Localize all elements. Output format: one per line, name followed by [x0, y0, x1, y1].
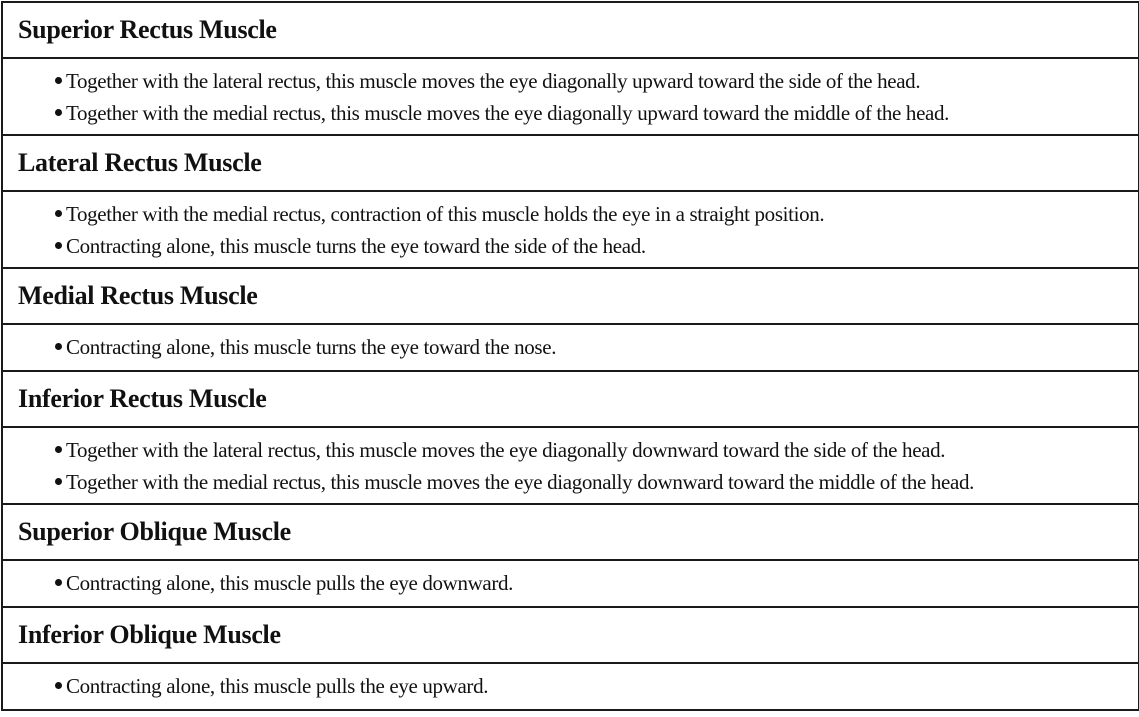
- bullet-text: Together with the medial rectus, contraction of this muscle holds the eye in a straight position.: [66, 202, 825, 226]
- bullet-item: [55, 331, 1138, 363]
- bullet-text: Together with the lateral rectus, this muscle moves the eye diagonally upward toward the side of the head.: [66, 69, 921, 93]
- bullet-text: Contracting alone, this muscle pulls the eye upward.: [66, 674, 489, 698]
- bullet-icon: [55, 242, 62, 249]
- section-body-lateral-rectus: [3, 192, 1138, 269]
- section-body-inferior-rectus: [3, 428, 1138, 505]
- section-body-medial-rectus: [3, 325, 1138, 372]
- bullet-icon: [55, 478, 62, 485]
- bullet-icon: [55, 77, 62, 84]
- bullet-item: [55, 230, 1138, 262]
- bullet-item: [55, 466, 1138, 498]
- section-body-inferior-oblique: [3, 664, 1138, 711]
- section-title-superior-oblique: Superior Oblique Muscle: [3, 505, 1138, 561]
- bullet-text: Contracting alone, this muscle turns the eye toward the side of the head.: [66, 234, 646, 258]
- bullet-icon: [55, 682, 62, 689]
- bullet-icon: [55, 210, 62, 217]
- bullet-text: Together with the medial rectus, this muscle moves the eye diagonally downward toward the middle of the head.: [66, 470, 975, 494]
- section-title-medial-rectus: Medial Rectus Muscle: [3, 269, 1138, 325]
- bullet-item: [55, 65, 1138, 97]
- bullet-item: [55, 567, 1138, 599]
- section-title-inferior-rectus: Inferior Rectus Muscle: [3, 372, 1138, 428]
- bullet-icon: [55, 446, 62, 453]
- section-title-inferior-oblique: Inferior Oblique Muscle: [3, 608, 1138, 664]
- bullet-item: [55, 198, 1138, 230]
- section-body-superior-oblique: [3, 561, 1138, 608]
- section-body-superior-rectus: [3, 59, 1138, 136]
- bullet-text: Contracting alone, this muscle turns the eye toward the nose.: [66, 335, 557, 359]
- bullet-text: Together with the medial rectus, this muscle moves the eye diagonally upward toward the middle of the head.: [66, 101, 950, 125]
- bullet-icon: [55, 109, 62, 116]
- section-title-lateral-rectus: Lateral Rectus Muscle: [3, 136, 1138, 192]
- bullet-icon: [55, 579, 62, 586]
- bullet-text: Contracting alone, this muscle pulls the eye downward.: [66, 571, 514, 595]
- eye-muscles-table: [1, 1, 1139, 711]
- bullet-text: Together with the lateral rectus, this muscle moves the eye diagonally downward toward the side of the head.: [66, 438, 946, 462]
- section-title-superior-rectus: Superior Rectus Muscle: [3, 3, 1138, 59]
- bullet-item: [55, 434, 1138, 466]
- bullet-item: [55, 97, 1138, 129]
- bullet-icon: [55, 343, 62, 350]
- bullet-item: [55, 670, 1138, 702]
